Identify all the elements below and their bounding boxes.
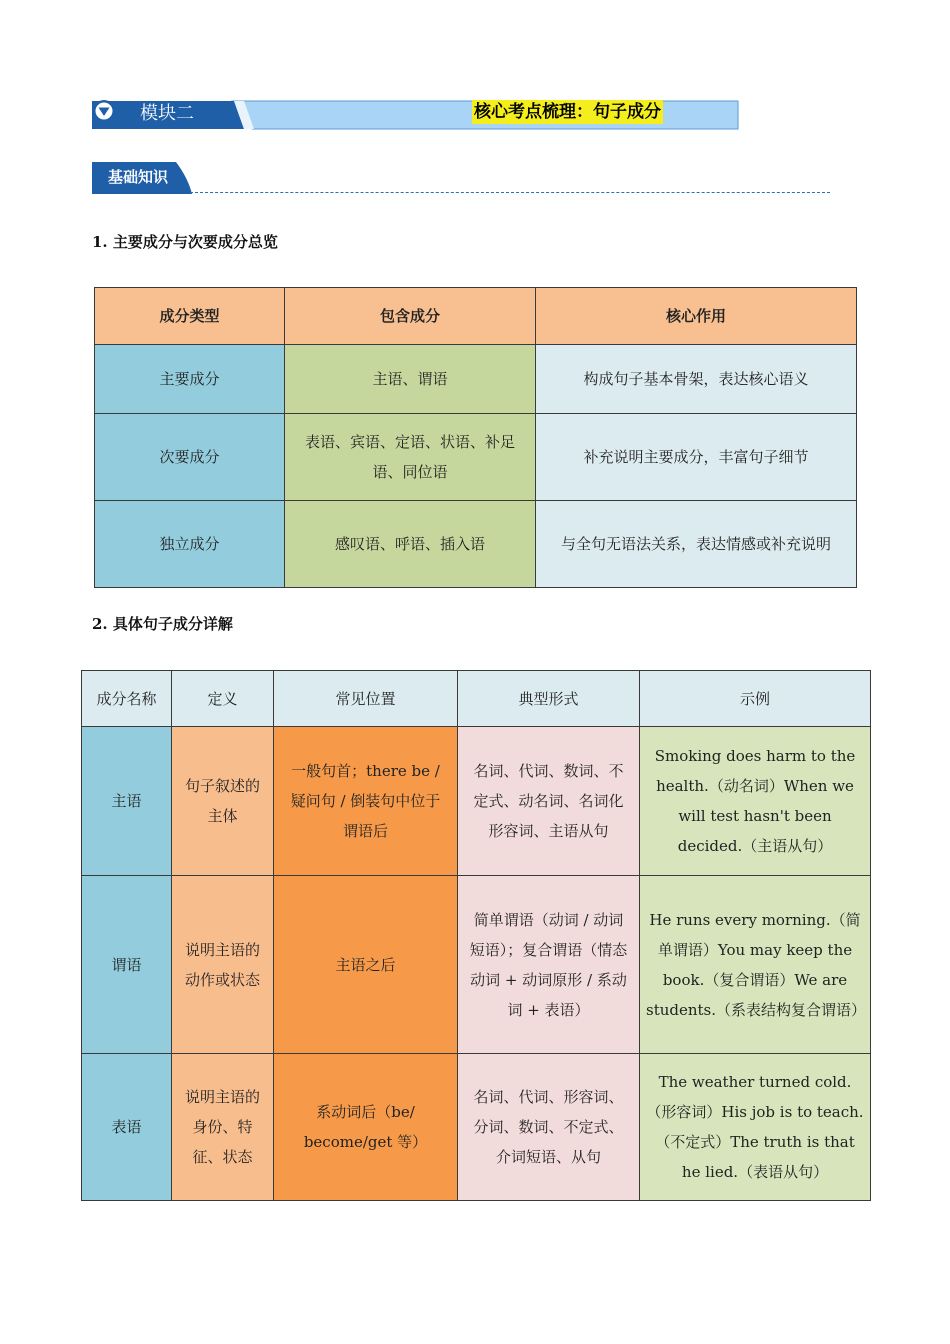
module-label: 模块二: [140, 103, 194, 124]
example-cell: He runs every morning.（简单谓语）You may keep the book.（复合谓语）We are students.（系表结构复合谓语）: [640, 876, 871, 1054]
type-cell: 独立成分: [95, 501, 285, 588]
type-cell: 主要成分: [95, 345, 285, 414]
position-cell: 主语之后: [274, 876, 458, 1054]
name-cell: 主语: [82, 727, 172, 876]
forms-cell: 名词、代词、形容词、分词、数词、不定式、介词短语、从句: [458, 1054, 640, 1201]
banner-title: 核心考点梳理：句子成分: [474, 102, 661, 122]
section-tag: [92, 162, 192, 194]
header-cell: 包含成分: [285, 288, 536, 345]
definition-cell: 说明主语的动作或状态: [172, 876, 274, 1054]
header-cell: 示例: [640, 671, 871, 727]
role-cell: 与全句无语法关系，表达情感或补充说明: [536, 501, 857, 588]
table-row: [95, 414, 857, 501]
detail-table: [81, 670, 871, 1201]
example-cell: Smoking does harm to the health.（动名词）When we will test hasn't been decided.（主语从句）: [640, 727, 871, 876]
forms-cell: 简单谓语（动词 / 动词短语）；复合谓语（情态动词 + 动词原形 / 系动词 + 表语）: [458, 876, 640, 1054]
parts-cell: 感叹语、呼语、插入语: [285, 501, 536, 588]
role-cell: 补充说明主要成分，丰富句子细节: [536, 414, 857, 501]
table-row: [95, 345, 857, 414]
position-cell: 一般句首；there be / 疑问句 / 倒装句中位于谓语后: [274, 727, 458, 876]
position-cell: 系动词后（be/ become/get 等）: [274, 1054, 458, 1201]
overview-table: [94, 287, 857, 588]
name-cell: 表语: [82, 1054, 172, 1201]
type-cell: 次要成分: [95, 414, 285, 501]
dashed-divider: [190, 192, 830, 193]
table-header-row: [82, 671, 871, 727]
parts-cell: 主语、谓语: [285, 345, 536, 414]
definition-cell: 句子叙述的主体: [172, 727, 274, 876]
name-cell: 谓语: [82, 876, 172, 1054]
header-cell: 核心作用: [536, 288, 857, 345]
table-row: [82, 1054, 871, 1201]
down-arrow-circle-icon[interactable]: [92, 99, 116, 123]
table-row: [95, 501, 857, 588]
header-cell: 成分名称: [82, 671, 172, 727]
example-cell: The weather turned cold.（形容词）His job is to teach.（不定式）The truth is that he lied.（表语从句）: [640, 1054, 871, 1201]
module-banner: [92, 99, 740, 131]
section1-heading: 1. 主要成分与次要成分总览: [92, 233, 278, 251]
table-row: [82, 727, 871, 876]
table-row: [82, 876, 871, 1054]
header-cell: 定义: [172, 671, 274, 727]
header-cell: 典型形式: [458, 671, 640, 727]
definition-cell: 说明主语的身份、特征、状态: [172, 1054, 274, 1201]
parts-cell: 表语、宾语、定语、状语、补足语、同位语: [285, 414, 536, 501]
header-cell: 常见位置: [274, 671, 458, 727]
role-cell: 构成句子基本骨架，表达核心语义: [536, 345, 857, 414]
table-header-row: [95, 288, 857, 345]
header-cell: 成分类型: [95, 288, 285, 345]
section-tag-label: 基础知识: [108, 168, 169, 186]
forms-cell: 名词、代词、数词、不定式、动名词、名词化形容词、主语从句: [458, 727, 640, 876]
section2-heading: 2. 具体句子成分详解: [92, 615, 233, 633]
